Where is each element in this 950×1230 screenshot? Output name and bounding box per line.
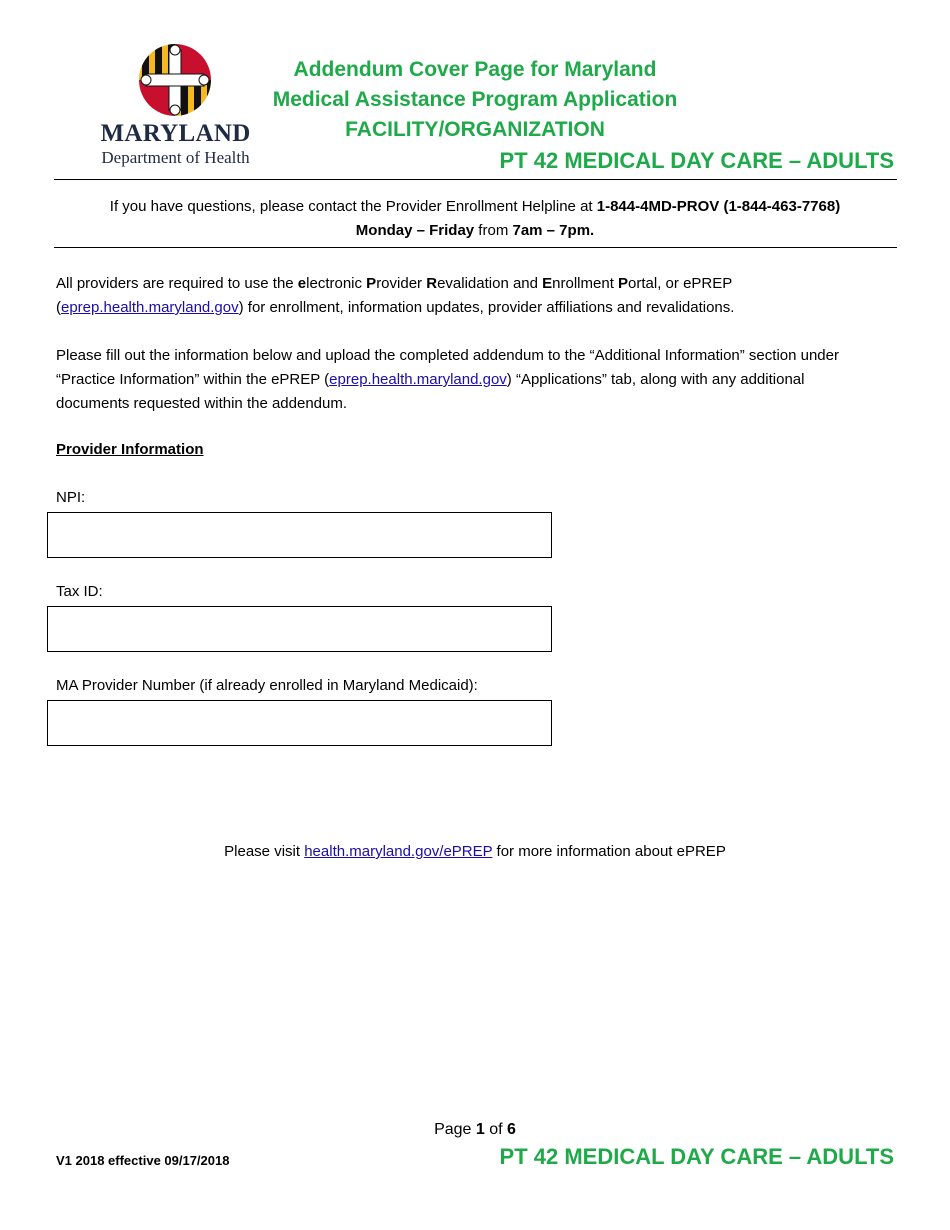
instructions-text: Please fill out the information below and upload the completed addendum to the “Additional Information” section under “Practice Information” within the ePREP (: [56, 347, 839, 388]
intro-letter-e: E: [542, 275, 553, 292]
helpline-intro: If you have questions, please contact the Provider Enrollment Helpline at: [109, 198, 597, 215]
doc-title-line-1: Addendum Cover Page for Maryland: [293, 58, 657, 81]
intro-letter-e: e: [297, 275, 307, 292]
health-maryland-eprep-link[interactable]: health.maryland.gov/ePREP: [304, 843, 493, 860]
intro-text: nrollment: [552, 275, 619, 292]
provider-information-heading: Provider Information: [56, 441, 204, 458]
helpline-from: from: [474, 222, 513, 239]
npi-label: NPI:: [56, 489, 86, 506]
ma-provider-number-input[interactable]: [47, 700, 552, 746]
helpline-divider: [54, 247, 897, 248]
instructions-paragraph: [56, 344, 866, 416]
provider-type-heading: PT 42 MEDICAL DAY CARE – ADULTS: [499, 148, 894, 173]
page-of: of: [484, 1121, 508, 1138]
intro-text: ortal, or ePREP: [628, 275, 733, 292]
helpline-hours: 7am – 7pm.: [512, 222, 595, 239]
ma-provider-number-label: MA Provider Number (if already enrolled in Maryland Medicaid):: [56, 677, 478, 694]
visit-eprep-line: [0, 843, 950, 860]
instructions-text: ) “Applications” tab, along with any additional documents requested within the addendum.: [56, 371, 805, 412]
maryland-flag-emblem-icon: [136, 42, 214, 118]
helpline-days: Monday – Friday: [355, 222, 475, 239]
helpline-line-2: [0, 222, 950, 239]
page-prefix: Page: [434, 1121, 476, 1138]
intro-text: rovider: [376, 275, 427, 292]
intro-text: (: [56, 299, 61, 316]
intro-letter-p: P: [618, 275, 629, 292]
eprep-link[interactable]: eprep.health.maryland.gov: [61, 299, 239, 316]
page-current: 1: [475, 1121, 485, 1138]
intro-text: ) for enrollment, information updates, provider affiliations and revalidations.: [238, 299, 735, 316]
intro-text: lectronic: [306, 275, 367, 292]
intro-text: evalidation and: [437, 275, 543, 292]
eprep-intro-paragraph: [56, 272, 866, 320]
npi-input[interactable]: [47, 512, 552, 558]
footer-provider-type: PT 42 MEDICAL DAY CARE – ADULTS: [499, 1144, 894, 1169]
intro-letter-r: R: [426, 275, 438, 292]
intro-text: All providers are required to use the: [56, 275, 298, 292]
version-text: V1 2018 effective 09/17/2018: [56, 1153, 230, 1168]
page-total: 6: [507, 1121, 516, 1138]
tax-id-input[interactable]: [47, 606, 552, 652]
logo-state-name: MARYLAND: [100, 120, 251, 147]
helpline-phone: 1-844-4MD-PROV (1-844-463-7768): [596, 198, 841, 215]
helpline-line-1: [0, 198, 950, 215]
doc-title-line-3: FACILITY/ORGANIZATION: [345, 118, 605, 141]
doc-title-line-2: Medical Assistance Program Application: [272, 88, 678, 111]
tax-id-label: Tax ID:: [56, 583, 103, 600]
logo-department-name: Department of Health: [101, 148, 250, 167]
eprep-link[interactable]: eprep.health.maryland.gov: [329, 371, 507, 388]
visit-text: for more information about ePREP: [492, 843, 726, 860]
page-number: [0, 1121, 950, 1139]
visit-text: Please visit: [224, 843, 305, 860]
header-divider: [54, 179, 897, 180]
intro-letter-p: P: [366, 275, 377, 292]
